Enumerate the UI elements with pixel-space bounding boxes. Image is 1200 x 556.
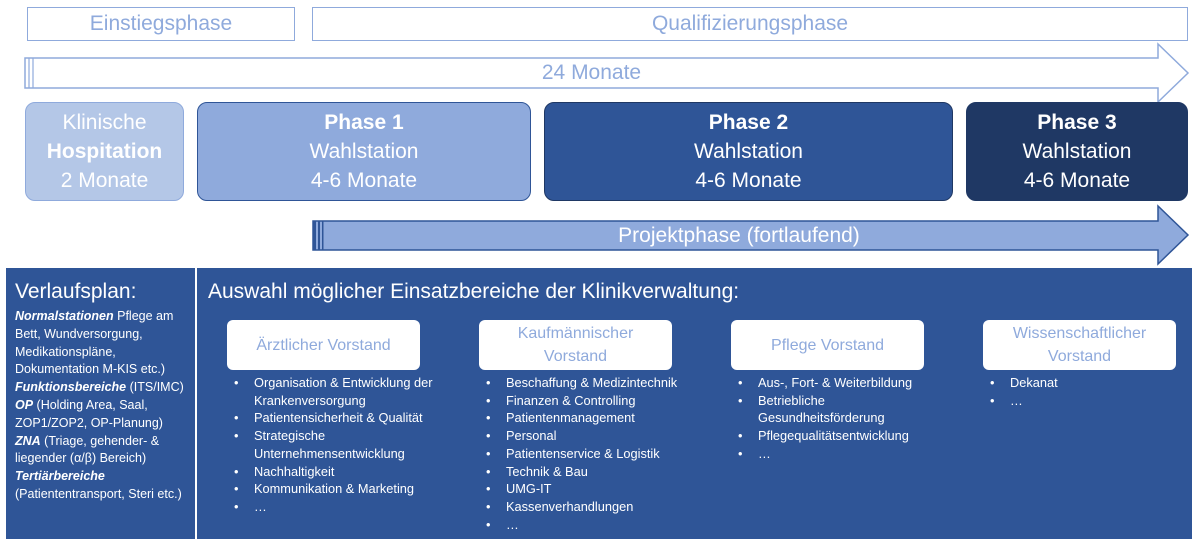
duration-text: 24 Monate xyxy=(541,61,642,84)
phase-box-2 xyxy=(544,102,953,201)
list-item: • … xyxy=(738,445,938,463)
area-box-aerztlicher-vorstand xyxy=(227,320,420,370)
list-item: • … xyxy=(234,498,456,516)
verlauf-label-op: OP xyxy=(15,397,34,412)
phase2-title: Phase 2 xyxy=(708,111,789,134)
phase1-duration: 4-6 Monate xyxy=(310,169,418,192)
list-item: • Strategische Unternehmensentwicklung xyxy=(234,427,456,462)
phase-box-hospitation xyxy=(25,102,184,201)
verlauf-label-tertiaerbereiche: Tertiärbereiche xyxy=(15,469,105,484)
phase1-station: Wahlstation xyxy=(309,140,419,163)
list-item: • … xyxy=(990,392,1170,410)
list-item: • Pflegequalitätsentwicklung xyxy=(738,427,938,445)
area-box-wissenschaftlicher-vorstand xyxy=(983,320,1176,370)
list-item: • Nachhaltigkeit xyxy=(234,463,456,481)
list-item: • Dekanat xyxy=(990,374,1170,392)
list-item: • Patientensicherheit & Qualität xyxy=(234,409,456,427)
phase-hospitation-line1: Klinische xyxy=(62,111,147,134)
phase2-duration: 4-6 Monate xyxy=(695,169,802,192)
verlauf-label-normalstationen: Normalstationen xyxy=(15,309,114,323)
area-box-kaufmaennischer-vorstand xyxy=(479,320,672,370)
phase-box-1 xyxy=(197,102,531,201)
projektphase-label xyxy=(320,221,1158,250)
phase3-duration: 4-6 Monate xyxy=(1023,169,1131,192)
verlaufsplan-title: Verlaufsplan: xyxy=(15,280,137,303)
phase1-title: Phase 1 xyxy=(324,111,404,134)
list-item: • Technik & Bau xyxy=(486,463,711,481)
phase2-station: Wahlstation xyxy=(694,140,803,163)
verlauf-text-tertiaerbereiche: (Patiententransport, Steri etc.) xyxy=(15,486,182,501)
phase-box-3 xyxy=(966,102,1188,201)
area-list-aerztlicher-vorstand xyxy=(234,374,456,516)
list-item: • Beschaffung & Medizintechnik xyxy=(486,374,711,392)
area-list-pflege-vorstand xyxy=(738,374,938,463)
phase-hospitation-line2: Hospitation xyxy=(46,140,163,163)
list-item: • Kassenverhandlungen xyxy=(486,498,711,516)
verlauf-text-funktionsbereiche: (ITS/IMC) xyxy=(126,380,184,395)
list-item: • Aus-, Fort- & Weiterbildung xyxy=(738,374,938,392)
duration-label xyxy=(25,58,1158,88)
area-name-kaufmaennisch: Kaufmännischer Vorstand xyxy=(517,325,634,365)
projektphase-text: Projektphase (fortlaufend) xyxy=(618,223,860,247)
verlaufsplan-text xyxy=(15,308,193,504)
area-box-pflege-vorstand xyxy=(731,320,924,370)
area-list-wissenschaftlicher-vorstand xyxy=(990,374,1170,409)
list-item: • Finanzen & Controlling xyxy=(486,392,711,410)
list-item: • Kommunikation & Marketing xyxy=(234,480,456,498)
list-item: • Personal xyxy=(486,427,711,445)
verlauf-text-normalstationen: Pflege am Bett, Wundversorgung, Medikationspläne, Dokumentation M-KIS etc.) xyxy=(15,309,174,377)
list-item: • Patientenservice & Logistik xyxy=(486,445,711,463)
area-name-pflege: Pflege Vorstand xyxy=(771,336,884,354)
einsatzbereiche-title: Auswahl möglicher Einsatzbereiche der Klinikverwaltung: xyxy=(208,280,740,303)
list-item: • UMG-IT xyxy=(486,480,711,498)
list-item: • Organisation & Entwicklung der Krankenversorgung xyxy=(234,374,456,409)
list-item: • … xyxy=(486,516,711,534)
list-item: • Patientenmanagement xyxy=(486,409,711,427)
list-item: • Betriebliche Gesundheitsförderung xyxy=(738,392,938,427)
verlauf-text-zna: (Triage, gehender- & liegender (α/β) Bereich) xyxy=(15,433,160,466)
verlauf-label-zna: ZNA xyxy=(15,433,41,448)
verlauf-label-funktionsbereiche: Funktionsbereiche xyxy=(15,380,127,395)
phase3-station: Wahlstation xyxy=(1022,140,1132,163)
einstiegsphase-text: Einstiegsphase xyxy=(89,12,233,35)
area-name-aerztlich: Ärztlicher Vorstand xyxy=(256,336,391,354)
qualifizierungsphase-text: Qualifizierungsphase xyxy=(651,12,849,35)
phase3-title: Phase 3 xyxy=(1037,111,1117,134)
verlauf-text-op: (Holding Area, Saal, ZOP1/ZOP2, OP-Planung) xyxy=(15,397,163,430)
area-name-wissenschaftlich: Wissenschaftlicher Vorstand xyxy=(1012,325,1147,365)
phase-hospitation-line3: 2 Monate xyxy=(60,169,149,192)
area-list-kaufmaennischer-vorstand xyxy=(486,374,711,533)
